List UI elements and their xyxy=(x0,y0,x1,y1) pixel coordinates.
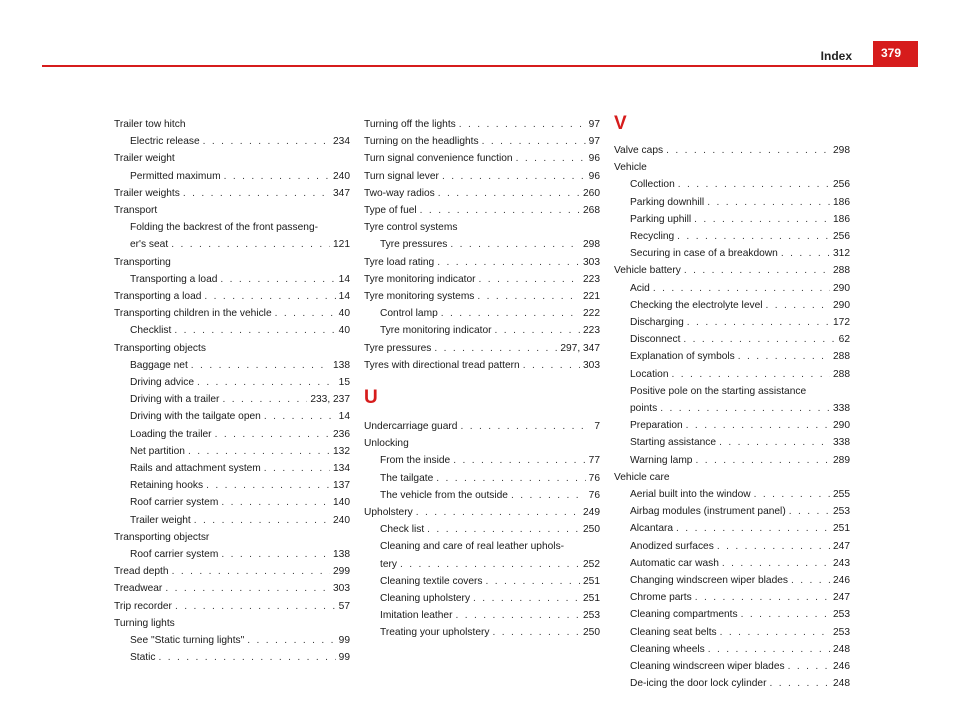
index-entry: Undercarriage guard . . . 7 xyxy=(364,418,600,435)
index-entry: Starting assistance . . . 338 xyxy=(614,434,850,451)
index-entry: Control lamp . . . 222 xyxy=(364,305,600,322)
index-heading: Trailer weight xyxy=(114,153,175,165)
index-entry: The tailgate . . . 76 xyxy=(364,470,600,487)
index-entry: Upholstery . . . 249 xyxy=(364,504,600,521)
index-entry: Automatic car wash . . . 243 xyxy=(614,555,850,572)
index-entry: Cleaning wheels . . . 248 xyxy=(614,641,850,658)
index-entry: Driving with the tailgate open . . . 14 xyxy=(114,408,350,425)
index-heading: Transporting objects xyxy=(114,342,206,354)
index-entry: Driving advice . . . 15 xyxy=(114,374,350,391)
index-entry: Tyre load rating . . . 303 xyxy=(364,254,600,271)
index-entry: Cleaning windscreen wiper blades . . . 246 xyxy=(614,658,850,675)
header-rule xyxy=(42,65,918,67)
index-entry: Cleaning compartments . . . 253 xyxy=(614,606,850,623)
index-entry: Retaining hooks . . . 137 xyxy=(114,477,350,494)
index-entry: Transporting a load . . . 14 xyxy=(114,271,350,288)
index-entry-continuation: er's seat . . . 121 xyxy=(114,236,350,253)
index-entry: Cleaning textile covers . . . 251 xyxy=(364,573,600,590)
index-entry: Rails and attachment system . . . 134 xyxy=(114,460,350,477)
index-entry: From the inside . . . 77 xyxy=(364,452,600,469)
index-entry: Airbag modules (instrument panel) . . . 253 xyxy=(614,503,850,520)
index-entry: Tyres with directional tread pattern . . . 303 xyxy=(364,357,600,374)
index-entry: Checking the electrolyte level . . . 290 xyxy=(614,297,850,314)
index-heading: Vehicle care xyxy=(614,471,670,483)
index-column-2 xyxy=(364,116,600,642)
index-entry: Checklist . . . 40 xyxy=(114,322,350,339)
index-entry: Acid . . . 290 xyxy=(614,280,850,297)
index-entry: Location . . . 288 xyxy=(614,366,850,383)
index-entry: Imitation leather . . . 253 xyxy=(364,607,600,624)
index-entry: Transporting a load . . . 14 xyxy=(114,288,350,305)
index-entry: Tyre monitoring indicator . . . 223 xyxy=(364,322,600,339)
index-entry: Net partition . . . 132 xyxy=(114,443,350,460)
index-entry: Valve caps . . . 298 xyxy=(614,142,850,159)
index-entry: Discharging . . . 172 xyxy=(614,314,850,331)
index-entry: Changing windscreen wiper blades . . . 246 xyxy=(614,572,850,589)
index-entry: De-icing the door lock cylinder . . . 248 xyxy=(614,675,850,692)
index-heading: Vehicle xyxy=(614,162,647,174)
index-entry: The vehicle from the outside . . . 76 xyxy=(364,487,600,504)
index-entry: Transporting children in the vehicle . . . 40 xyxy=(114,305,350,322)
index-entry: Cleaning upholstery . . . 251 xyxy=(364,590,600,607)
index-column-3 xyxy=(614,113,850,693)
index-entry: Securing in case of a breakdown . . . 312 xyxy=(614,245,850,262)
index-entry: Parking downhill . . . 186 xyxy=(614,194,850,211)
index-entry: Cleaning and care of real leather uphols- xyxy=(380,541,565,553)
index-heading: Turning lights xyxy=(114,617,175,629)
index-entry: Positive pole on the starting assistance xyxy=(630,385,807,397)
index-entry: Turn signal lever . . . 96 xyxy=(364,168,600,185)
index-heading: Transporting xyxy=(114,256,171,268)
index-entry-continuation: tery . . . 252 xyxy=(364,556,600,573)
index-entry: Tyre monitoring indicator . . . 223 xyxy=(364,271,600,288)
index-entry: Two-way radios . . . 260 xyxy=(364,185,600,202)
section-title: Index xyxy=(820,49,852,63)
index-entry: Disconnect . . . 62 xyxy=(614,331,850,348)
index-entry: Treating your upholstery . . . 250 xyxy=(364,624,600,641)
page-number: 379 xyxy=(873,41,918,65)
index-entry: Recycling . . . 256 xyxy=(614,228,850,245)
index-entry: Static . . . 99 xyxy=(114,649,350,666)
index-entry: Tread depth . . . 299 xyxy=(114,563,350,580)
index-entry: Tyre pressures . . . 298 xyxy=(364,236,600,253)
index-entry: Explanation of symbols . . . 288 xyxy=(614,348,850,365)
index-entry: Turn signal convenience function . . . 96 xyxy=(364,150,600,167)
index-entry: Vehicle battery . . . 288 xyxy=(614,262,850,279)
index-entry: Turning off the lights . . . 97 xyxy=(364,116,600,133)
index-entry: Trailer weight . . . 240 xyxy=(114,512,350,529)
index-entry: Anodized surfaces . . . 247 xyxy=(614,538,850,555)
index-entry: Tyre monitoring systems . . . 221 xyxy=(364,288,600,305)
index-entry: Trip recorder . . . 57 xyxy=(114,598,350,615)
index-heading: Transporting objectsr xyxy=(114,531,210,543)
section-letter-v: V xyxy=(614,113,627,134)
index-entry: Loading the trailer . . . 236 xyxy=(114,426,350,443)
section-letter-u: U xyxy=(364,387,378,409)
index-heading: Transport xyxy=(114,205,158,217)
index-entry: Electric release . . . 234 xyxy=(114,133,350,150)
index-entry: Chrome parts . . . 247 xyxy=(614,589,850,606)
index-entry: Baggage net . . . 138 xyxy=(114,357,350,374)
index-entry: Roof carrier system . . . 140 xyxy=(114,494,350,511)
index-entry-continuation: points . . . 338 xyxy=(614,400,850,417)
index-entry: Permitted maximum . . . 240 xyxy=(114,168,350,185)
index-entry: Tyre pressures . . . 297, 347 xyxy=(364,340,600,357)
index-entry: Type of fuel . . . 268 xyxy=(364,202,600,219)
index-entry: Preparation . . . 290 xyxy=(614,417,850,434)
index-entry: Treadwear . . . 303 xyxy=(114,580,350,597)
index-entry: Driving with a trailer . . . 233, 237 xyxy=(114,391,350,408)
index-entry: Trailer weights . . . 347 xyxy=(114,185,350,202)
index-entry: Aerial built into the window . . . 255 xyxy=(614,486,850,503)
index-entry: Parking uphill . . . 186 xyxy=(614,211,850,228)
index-heading: Tyre control systems xyxy=(364,222,458,234)
index-entry: Check list . . . 250 xyxy=(364,521,600,538)
index-column-1 xyxy=(114,116,350,667)
index-entry: Folding the backrest of the front passeng- xyxy=(130,222,319,234)
index-entry: Cleaning seat belts . . . 253 xyxy=(614,624,850,641)
index-entry: Roof carrier system . . . 138 xyxy=(114,546,350,563)
index-heading: Unlocking xyxy=(364,438,409,450)
index-entry: Warning lamp . . . 289 xyxy=(614,452,850,469)
index-entry: Alcantara . . . 251 xyxy=(614,520,850,537)
index-heading: Trailer tow hitch xyxy=(114,119,186,130)
index-entry: See "Static turning lights" . . . 99 xyxy=(114,632,350,649)
index-entry: Turning on the headlights . . . 97 xyxy=(364,133,600,150)
index-entry: Collection . . . 256 xyxy=(614,176,850,193)
